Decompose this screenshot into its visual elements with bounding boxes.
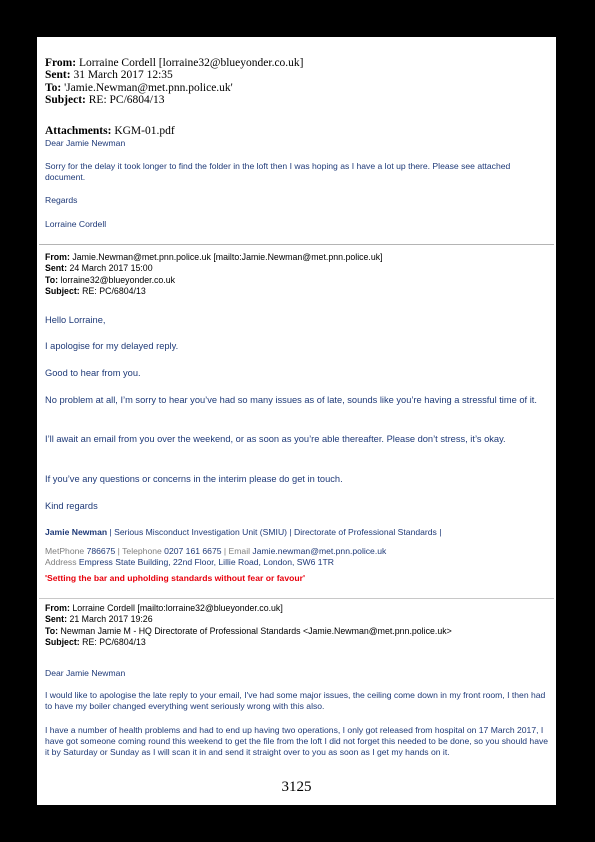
email2-greeting: Hello Lorraine, <box>45 315 106 325</box>
metphone-value: 786675 <box>86 546 116 556</box>
sent-label: Sent: <box>45 614 67 625</box>
email3-paragraph: I would like to apologise the late reply to your email, I've had some major issues, the ceiling come down in my front room, I then had to have my boiler changed everything went seriously wrong with this also. <box>45 690 546 712</box>
signature-name: Jamie Newman <box>45 527 108 537</box>
subject-label: Subject: <box>45 285 80 296</box>
contact-line <box>45 546 550 557</box>
email1-greeting: Dear Jamie Newman <box>45 138 126 148</box>
email2-sent-line <box>45 263 550 274</box>
signature-line <box>45 527 550 538</box>
telephone-value: 0207 161 6675 <box>164 546 222 556</box>
email2-paragraph: I’ll await an email from you over the weekend, or as soon as you’re able thereafter. Please don’t stress, it’s okay. <box>45 434 506 444</box>
address-value: Empress State Building, 22nd Floor, Lillie Road, London, SW6 1TR <box>78 557 335 567</box>
email3-sent: 21 March 2017 19:26 <box>69 614 153 625</box>
address-label: Address <box>45 557 79 567</box>
from-label: From: <box>45 252 70 262</box>
email1-attachment-file: KGM-01.pdf <box>114 125 175 137</box>
address-line <box>45 557 550 568</box>
email3-subject: RE: PC/6804/13 <box>82 636 146 647</box>
signature-unit: | Serious Misconduct Investigation Unit (SMIU) | Directorate of Professional Standards | <box>107 527 442 537</box>
email1-from: Lorraine Cordell [lorraine32@blueyonder.co.uk] <box>78 57 304 69</box>
separator-line <box>39 244 554 245</box>
email2-to: lorraine32@blueyonder.co.uk <box>60 274 176 285</box>
email1-subject: RE: PC/6804/13 <box>88 93 165 106</box>
email1-subject-line <box>45 94 550 106</box>
motto: 'Setting the bar and upholding standards without fear or favour' <box>45 573 305 583</box>
email2-paragraph: If you’ve any questions or concerns in the interim please do get in touch. <box>45 474 343 484</box>
email2-header <box>45 252 550 297</box>
subject-label: Subject: <box>45 93 86 106</box>
subject-label: Subject: <box>45 636 80 647</box>
email2-to-line <box>45 275 550 286</box>
email1-to-line <box>45 82 550 94</box>
email3-from: Lorraine Cordell [mailto:lorraine32@blueyonder.co.uk] <box>72 603 283 613</box>
from-label: From: <box>45 57 77 69</box>
email-value: Jamie.newman@met.pnn.police.uk <box>252 546 387 556</box>
email3-to-line <box>45 626 550 637</box>
separator-line <box>39 598 554 599</box>
email2-from-line <box>45 252 550 263</box>
email2-paragraph: No problem at all, I’m sorry to hear you’ve had so many issues as of late, sounds like you’re having a stressful time of it. <box>45 395 537 405</box>
email2-sent: 24 March 2017 15:00 <box>69 263 153 274</box>
metphone-label: MetPhone <box>45 546 87 556</box>
email2-subject: RE: PC/6804/13 <box>82 285 146 296</box>
email1-sent: 31 March 2017 12:35 <box>73 69 173 82</box>
to-label: To: <box>45 625 59 636</box>
email1-attachments-line <box>45 125 550 138</box>
email2-paragraph: I apologise for my delayed reply. <box>45 341 179 351</box>
email3-sent-line <box>45 614 550 625</box>
email2-signoff: Kind regards <box>45 501 98 511</box>
telephone-label: | Telephone <box>115 546 165 556</box>
email2-from: Jamie.Newman@met.pnn.police.uk [mailto:Jamie.Newman@met.pnn.police.uk] <box>72 252 383 262</box>
email2-subject-line <box>45 286 550 297</box>
email1-sent-line <box>45 69 550 81</box>
email-label: | Email <box>221 546 253 556</box>
email3-greeting: Dear Jamie Newman <box>45 668 126 678</box>
email1-from-line <box>45 57 550 69</box>
email3-from-line <box>45 603 550 614</box>
to-label: To: <box>45 81 62 94</box>
email1-body: Sorry for the delay it took longer to find the folder in the loft then I was hoping as I have a lot up there. Please see attached document. <box>45 161 511 183</box>
attachments-label: Attachments: <box>45 125 112 137</box>
email1-header <box>45 57 550 106</box>
document-page <box>37 37 556 805</box>
email3-header <box>45 603 550 648</box>
email3-subject-line <box>45 637 550 648</box>
sent-label: Sent: <box>45 263 67 274</box>
email1-name: Lorraine Cordell <box>45 219 107 229</box>
from-label: From: <box>45 603 70 613</box>
sent-label: Sent: <box>45 69 71 82</box>
page-number: 3125 <box>281 779 312 795</box>
to-label: To: <box>45 274 59 285</box>
email2-paragraph: Good to hear from you. <box>45 368 141 378</box>
email3-paragraph: I have a number of health problems and had to end up having two operations, I only got released from hospital on 17 March 2017, I have got someone coming round this weekend to get the file from the loft I did not forget this needed to be done, so you should have it by Saturday or Sunday as I will scan it in and send it straight over to you as soon as I get my hands on it. <box>45 725 549 758</box>
email3-to: Newman Jamie M - HQ Directorate of Professional Standards <Jamie.Newman@met.pnn.police.uk> <box>60 625 452 636</box>
email1-signoff: Regards <box>45 195 78 205</box>
email1-to: 'Jamie.Newman@met.pnn.police.uk' <box>64 81 233 94</box>
